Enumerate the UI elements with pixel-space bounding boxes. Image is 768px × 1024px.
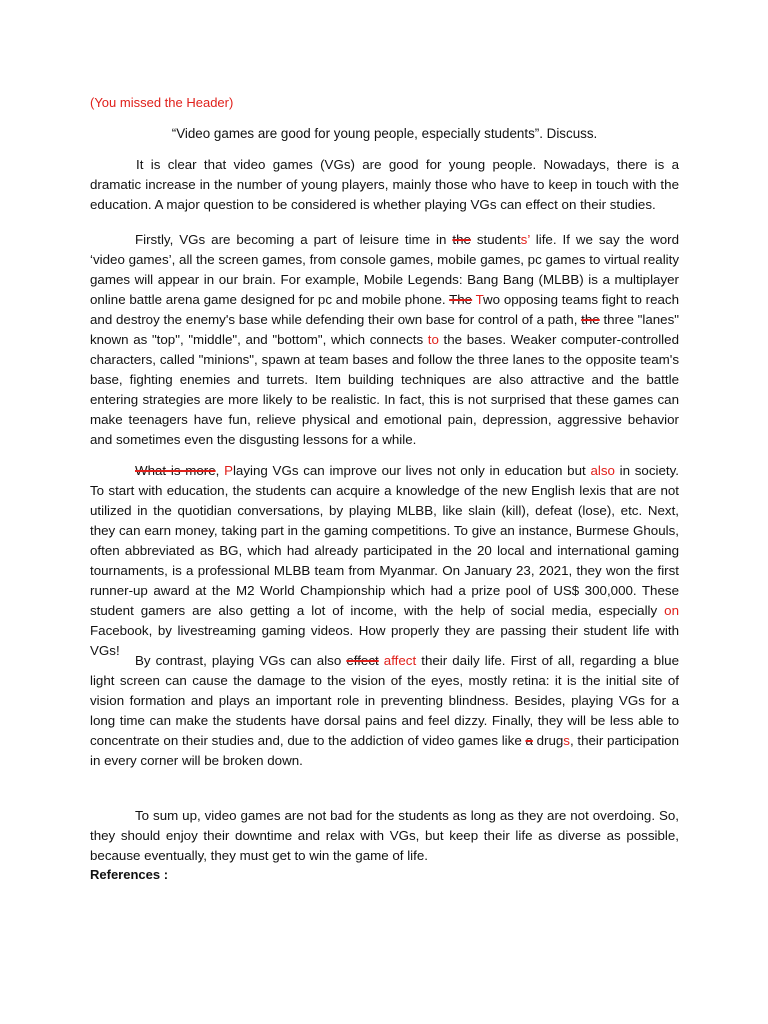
document-page	[90, 0, 679, 1024]
text-run: student	[470, 232, 521, 247]
text-run: To sum up, video games are not bad for the students as long as they are not overdoing. So, they should enjoy their downtime and relax with VGs, but keep their life as diverse as possible, because eventually, they must get to win the game of life.	[90, 808, 679, 863]
deletion-mark: The	[449, 292, 473, 307]
paragraph-body-2	[90, 461, 679, 661]
paragraph-conclusion	[90, 806, 679, 866]
text-run: drug	[532, 733, 564, 748]
text-run: their daily life. First of all, regarding a blue light screen can cause the damage to the vision of the eyes, mostly retina: it is the initial site of vision formation and plays an important role in preventing blindness. Besides, playing VGs for a long time can make the students have dorsal pains and feel dizzy. Finally, they will be less able to concentrate on their studies and, due to the addiction of video games like	[90, 653, 680, 748]
deletion-mark: the	[452, 232, 471, 247]
text-run: wo opposing teams fight to reach and destroy the enemy's base while defending their own base for control of a path,	[90, 292, 680, 327]
text-run: life. If we say the word ‘video games’, all the screen games, from console games, mobile games, pc games to virtual reality games will appear in our brain. For example, Mobile Legends: Bang Bang (MLBB) is a multiplayer online battle arena game designed for pc and mobile phone.	[90, 232, 680, 307]
text-run: three "lanes" known as "top", "middle", and "bottom", which connects	[90, 312, 680, 347]
text-run: ,	[215, 463, 225, 478]
deletion-mark: What is more	[135, 463, 216, 478]
references-heading: References :	[90, 867, 169, 882]
missing-header-note: (You missed the Header)	[90, 95, 234, 110]
insertion-mark: T	[475, 292, 484, 307]
deletion-mark: a	[525, 733, 533, 748]
deletion-mark: the	[581, 312, 600, 327]
text-run: It is clear that video games (VGs) are good for young people. Nowadays, there is a dramatic increase in the number of young players, mainly those who have to keep in touch with the education. A major question to be considered is whether playing VGs can effect on their studies.	[90, 157, 679, 212]
text-run: Firstly, VGs are becoming a part of leisure time in	[135, 232, 453, 247]
paragraph-introduction	[90, 155, 679, 215]
text-run: By contrast, playing VGs can also	[135, 653, 347, 668]
insertion-mark: s	[563, 733, 570, 748]
paragraph-body-3	[90, 651, 679, 771]
text-run: Facebook, by livestreaming gaming videos. How properly they are passing their student life with VGs!	[90, 623, 679, 658]
insertion-mark: affect	[383, 653, 417, 668]
essay-title: “Video games are good for young people, especially students”. Discuss.	[171, 126, 598, 141]
insertion-mark: s’	[520, 232, 530, 247]
text-run: , their participation in every corner will be broken down.	[90, 733, 680, 768]
insertion-mark: on	[664, 603, 679, 618]
insertion-mark: also	[590, 463, 615, 478]
text-run: the bases. Weaker computer-controlled characters, called "minions", spawn at team bases and follow the three lanes to the opposite team's base, fighting enemies and turrets. Item building techniques are also attractive and the battle entering strategies are more likely to be realistic. In fact, this is not surprised that these games can make teenagers have fun, relieve physical and emotional pain, depression, aggressive behavior and sometimes even the disgusting lessons for a while.	[90, 332, 679, 447]
insertion-mark: P	[224, 463, 233, 478]
text-run: in society. To start with education, the students can acquire a knowledge of the new English lexis that are not utilized in the quotidian conversations, by playing MLBB, like slain (kill), defeat (lose), etc. Next, they can earn money, taking part in the gaming competitions. To give an instance, Burmese Ghouls, often abbreviated as BG, which had already participated in the 20 local and international gaming tournaments, is a professional MLBB team from Myanmar. On January 23, 2021, they won the first runner-up award at the M2 World Championship which had a prize pool of US$ 300,000. These student gamers are also getting a lot of income, with the help of social media, especially	[90, 463, 680, 618]
deletion-mark: effect	[346, 653, 379, 668]
paragraph-body-1	[90, 230, 679, 450]
text-run: laying VGs can improve our lives not only in education but	[232, 463, 591, 478]
insertion-mark: to	[427, 332, 439, 347]
